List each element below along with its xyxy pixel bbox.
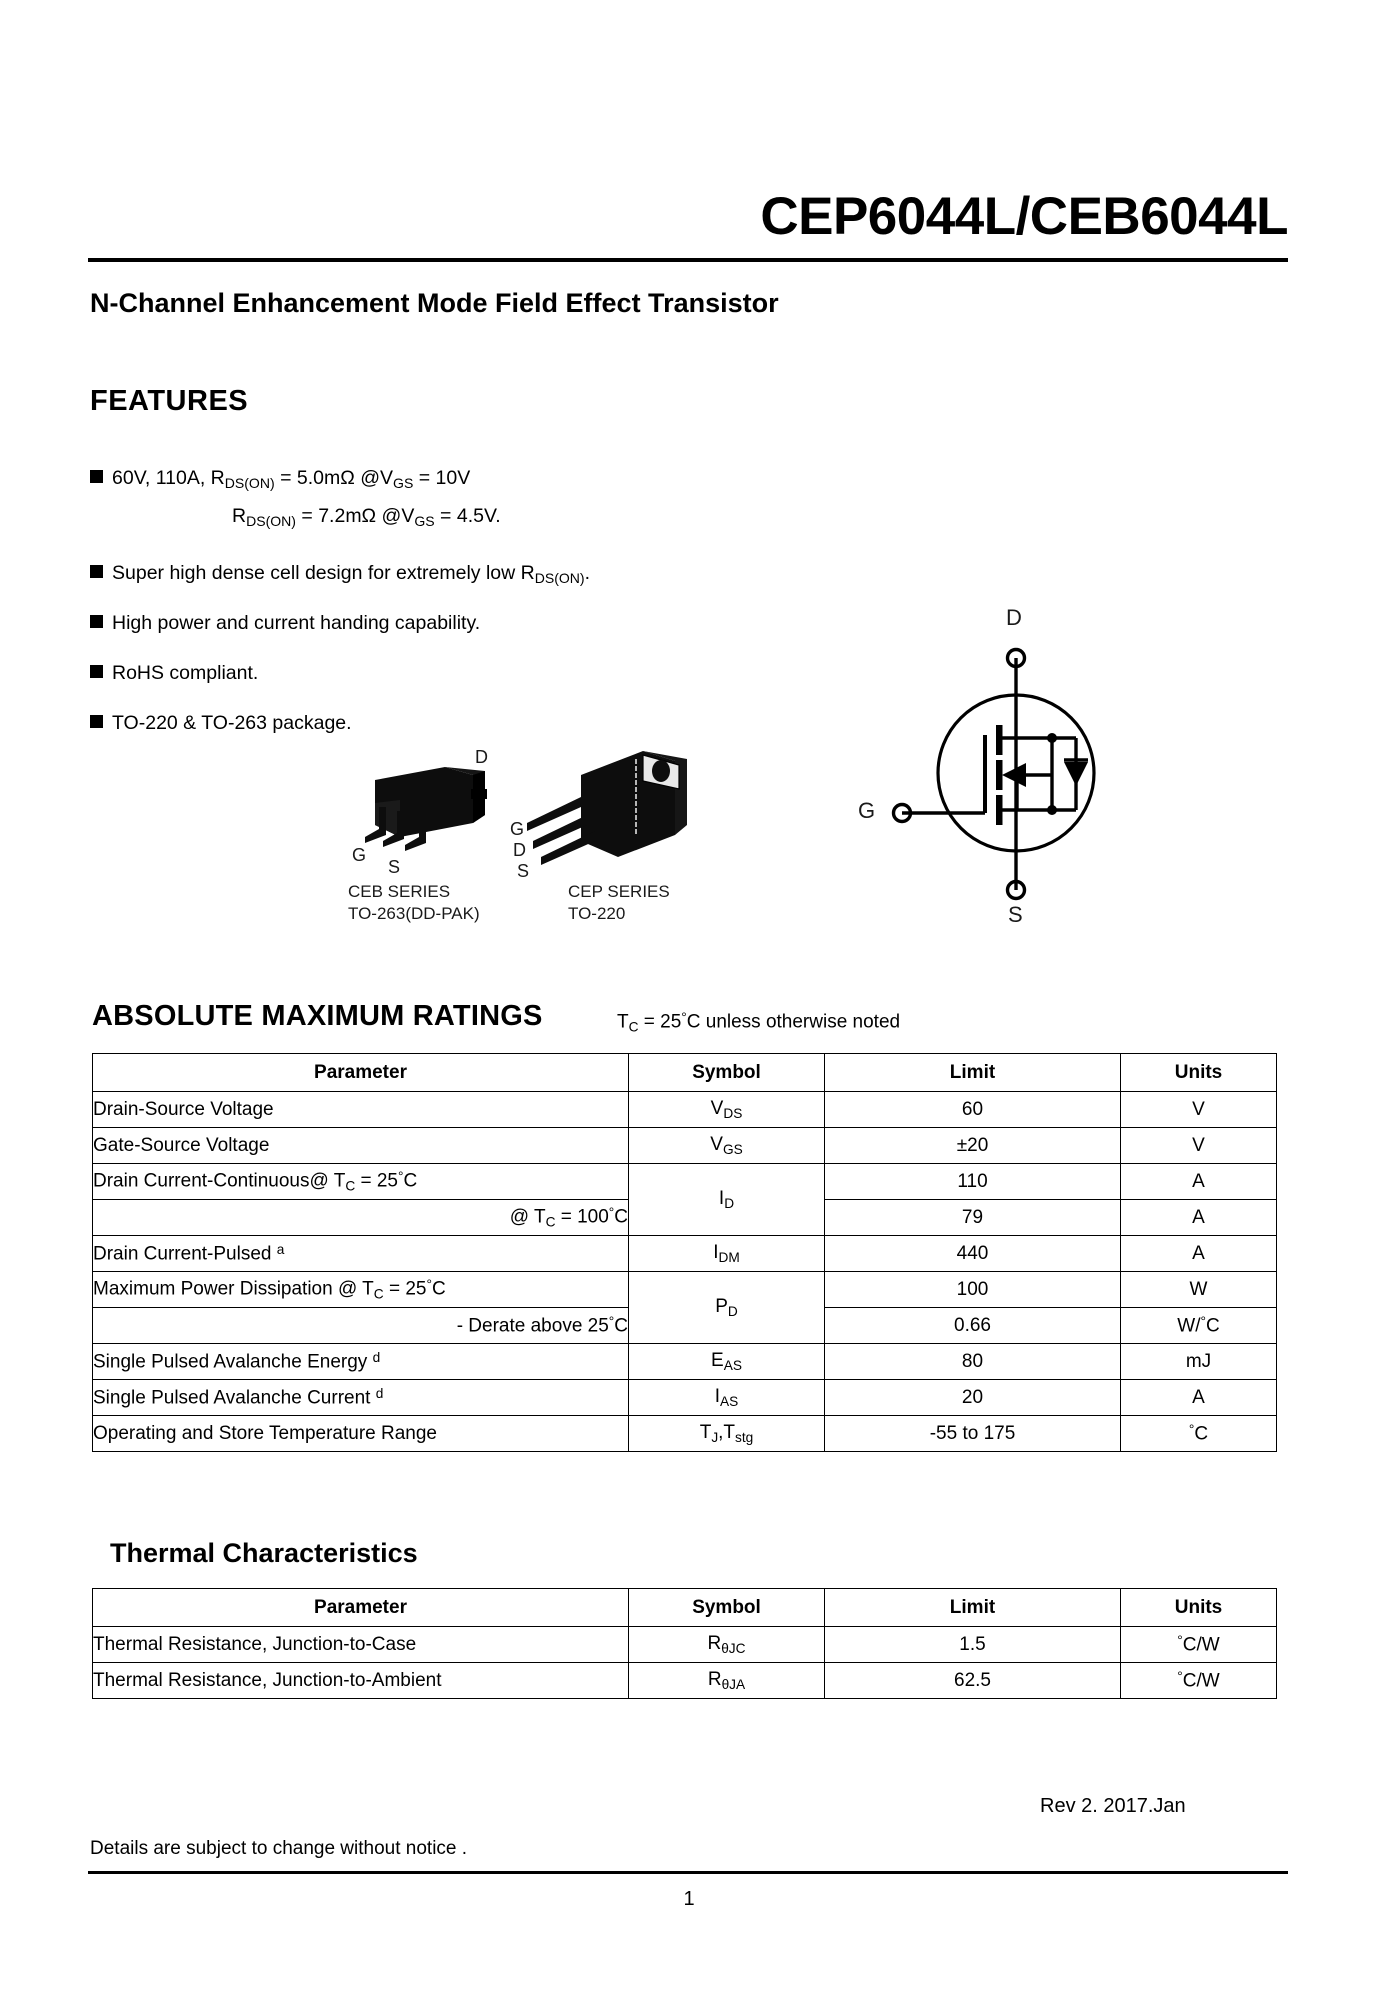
cell-limit: -55 to 175 bbox=[825, 1416, 1121, 1452]
table-header-row bbox=[93, 1589, 1277, 1627]
cell-parameter: Single Pulsed Avalanche Current $^d$ bbox=[93, 1380, 629, 1416]
cell-limit: 110 bbox=[825, 1164, 1121, 1200]
cep-package-label: TO-220 bbox=[568, 904, 626, 923]
absolute-maximum-ratings-note: $T_C = 25^\circ C$ unless otherwise noted bbox=[617, 1010, 901, 1035]
revision-label: Rev 2. 2017.Jan bbox=[1040, 1795, 1186, 1817]
cell-units: W/°C bbox=[1121, 1308, 1277, 1344]
column-header-parameter: Parameter bbox=[93, 1054, 629, 1092]
cell-limit: ±20 bbox=[825, 1128, 1121, 1164]
ceb-pin-s-label: S bbox=[388, 857, 401, 877]
column-header-limit: Limit bbox=[825, 1589, 1121, 1627]
page-number: 1 bbox=[683, 1888, 695, 1910]
feature-item-packages bbox=[90, 712, 352, 735]
cell-units: A bbox=[1121, 1236, 1277, 1272]
nmos-symbol-graphic bbox=[820, 590, 1150, 930]
cell-units: °C/W bbox=[1121, 1627, 1277, 1663]
square-bullet-icon bbox=[90, 470, 103, 483]
table-row bbox=[93, 1164, 1277, 1200]
cell-units: W bbox=[1121, 1272, 1277, 1308]
features-heading: FEATURES bbox=[90, 385, 249, 417]
cep-pin-g-label: G bbox=[510, 819, 525, 839]
absolute-maximum-ratings-heading: ABSOLUTE MAXIMUM RATINGS bbox=[92, 1000, 543, 1032]
cell-symbol: $V_{GS}$ bbox=[629, 1128, 825, 1164]
cell-parameter: Gate-Source Voltage bbox=[93, 1128, 629, 1164]
cell-parameter: Drain Current-Pulsed $^a$ bbox=[93, 1236, 629, 1272]
column-header-units: Units bbox=[1121, 1589, 1277, 1627]
cell-symbol: $I_{AS}$ bbox=[629, 1380, 825, 1416]
feature-item-cell-design bbox=[90, 562, 590, 587]
cell-symbol: $T_J,T_{stg}$ bbox=[629, 1416, 825, 1452]
table-row bbox=[93, 1416, 1277, 1452]
table-row bbox=[93, 1272, 1277, 1308]
cell-parameter: - Derate above 25°C bbox=[93, 1308, 629, 1344]
square-bullet-icon bbox=[90, 615, 103, 628]
cell-units: A bbox=[1121, 1200, 1277, 1236]
feature-text: $R_{DS(ON)} = 7.2m\Omega$ $@V_{GS} = 4.5V$. bbox=[232, 505, 501, 529]
cell-parameter: @ $T_C = 100^\circ C$ bbox=[93, 1200, 629, 1236]
thermal-characteristics-heading: Thermal Characteristics bbox=[110, 1538, 418, 1568]
feature-item-power-current bbox=[90, 612, 480, 635]
mosfet-schematic-symbol bbox=[820, 590, 1150, 930]
cep-pin-s-label: S bbox=[517, 861, 530, 881]
cell-symbol: $E_{AS}$ bbox=[629, 1344, 825, 1380]
square-bullet-icon bbox=[90, 665, 103, 678]
cell-limit: 60 bbox=[825, 1092, 1121, 1128]
cell-parameter: Maximum Power Dissipation @ $T_C = 25^\circ C$ bbox=[93, 1272, 629, 1308]
feature-text: Super high dense cell design for extremely low $R_{DS(ON)}$. bbox=[112, 562, 591, 586]
cell-limit: 1.5 bbox=[825, 1627, 1121, 1663]
column-header-limit: Limit bbox=[825, 1054, 1121, 1092]
square-bullet-icon bbox=[90, 715, 103, 728]
cell-symbol: $P_D$ bbox=[629, 1272, 825, 1344]
document-subtitle: N-Channel Enhancement Mode Field Effect Transistor bbox=[90, 288, 779, 318]
feature-text: High power and current handing capability. bbox=[112, 612, 481, 634]
feature-text: 60V, 110A, $R_{DS(ON)} = 5.0m\Omega$ $@V_{GS} = 10V$ bbox=[112, 467, 471, 491]
table-row bbox=[93, 1128, 1277, 1164]
cell-symbol: $V_{DS}$ bbox=[629, 1092, 825, 1128]
page-title: CEP6044L/CEB6044L bbox=[760, 187, 1288, 246]
cell-limit: 0.66 bbox=[825, 1308, 1121, 1344]
ceb-pin-d-label: D bbox=[475, 747, 488, 767]
symbol-gate-label: G bbox=[858, 798, 876, 823]
table-row bbox=[93, 1627, 1277, 1663]
cell-symbol: $I_D$ bbox=[629, 1164, 825, 1236]
thermal-characteristics-table bbox=[92, 1588, 1277, 1699]
cell-limit: 440 bbox=[825, 1236, 1121, 1272]
symbol-source-label: S bbox=[1008, 902, 1023, 927]
cell-symbol: $R_{\theta JC}$ bbox=[629, 1627, 825, 1663]
cell-units: A bbox=[1121, 1380, 1277, 1416]
cep-pin-d-label: D bbox=[513, 840, 526, 860]
table-row bbox=[93, 1092, 1277, 1128]
table-row bbox=[93, 1380, 1277, 1416]
cell-limit: 62.5 bbox=[825, 1663, 1121, 1699]
document-title-row bbox=[88, 187, 1288, 246]
cell-limit: 80 bbox=[825, 1344, 1121, 1380]
table-header-row bbox=[93, 1054, 1277, 1092]
table-row bbox=[93, 1663, 1277, 1699]
feature-item-rohs bbox=[90, 662, 258, 685]
footer-divider bbox=[88, 1871, 1288, 1874]
cell-symbol: $I_{DM}$ bbox=[629, 1236, 825, 1272]
cell-symbol: $R_{\theta JA}$ bbox=[629, 1663, 825, 1699]
cep-series-label: CEP SERIES bbox=[568, 882, 670, 901]
cell-units: °C bbox=[1121, 1416, 1277, 1452]
cell-units: V bbox=[1121, 1128, 1277, 1164]
feature-text: TO-220 & TO-263 package. bbox=[112, 712, 352, 734]
square-bullet-icon bbox=[90, 565, 103, 578]
cell-parameter: Operating and Store Temperature Range bbox=[93, 1416, 629, 1452]
cell-parameter: Single Pulsed Avalanche Energy $^d$ bbox=[93, 1344, 629, 1380]
column-header-symbol: Symbol bbox=[629, 1589, 825, 1627]
ceb-pin-g-label: G bbox=[352, 845, 367, 865]
cell-units: °C/W bbox=[1121, 1663, 1277, 1699]
table-row bbox=[93, 1236, 1277, 1272]
cell-parameter: Drain Current-Continuous@ $T_C = 25^\circ C$ bbox=[93, 1164, 629, 1200]
header-divider bbox=[88, 258, 1288, 262]
cell-limit: 100 bbox=[825, 1272, 1121, 1308]
package-illustrations bbox=[348, 745, 755, 945]
column-header-units: Units bbox=[1121, 1054, 1277, 1092]
feature-item-rds-4v5 bbox=[232, 505, 501, 530]
to220-package-drawing bbox=[503, 737, 703, 887]
cell-parameter: Thermal Resistance, Junction-to-Ambient bbox=[93, 1663, 629, 1699]
cell-limit: 79 bbox=[825, 1200, 1121, 1236]
absolute-maximum-ratings-table bbox=[92, 1053, 1277, 1452]
ceb-package-label: TO-263(DD-PAK) bbox=[348, 904, 480, 923]
cell-units: A bbox=[1121, 1164, 1277, 1200]
cell-parameter: Drain-Source Voltage bbox=[93, 1092, 629, 1128]
feature-text: RoHS compliant. bbox=[112, 662, 259, 684]
cell-units: mJ bbox=[1121, 1344, 1277, 1380]
column-header-parameter: Parameter bbox=[93, 1589, 629, 1627]
feature-item-rds-10v bbox=[90, 467, 470, 492]
cell-limit: 20 bbox=[825, 1380, 1121, 1416]
change-notice-text: Details are subject to change without notice . bbox=[90, 1838, 468, 1859]
table-row bbox=[93, 1344, 1277, 1380]
symbol-drain-label: D bbox=[1006, 605, 1022, 630]
cell-parameter: Thermal Resistance, Junction-to-Case bbox=[93, 1627, 629, 1663]
cell-units: V bbox=[1121, 1092, 1277, 1128]
ceb-series-label: CEB SERIES bbox=[348, 882, 451, 901]
column-header-symbol: Symbol bbox=[629, 1054, 825, 1092]
